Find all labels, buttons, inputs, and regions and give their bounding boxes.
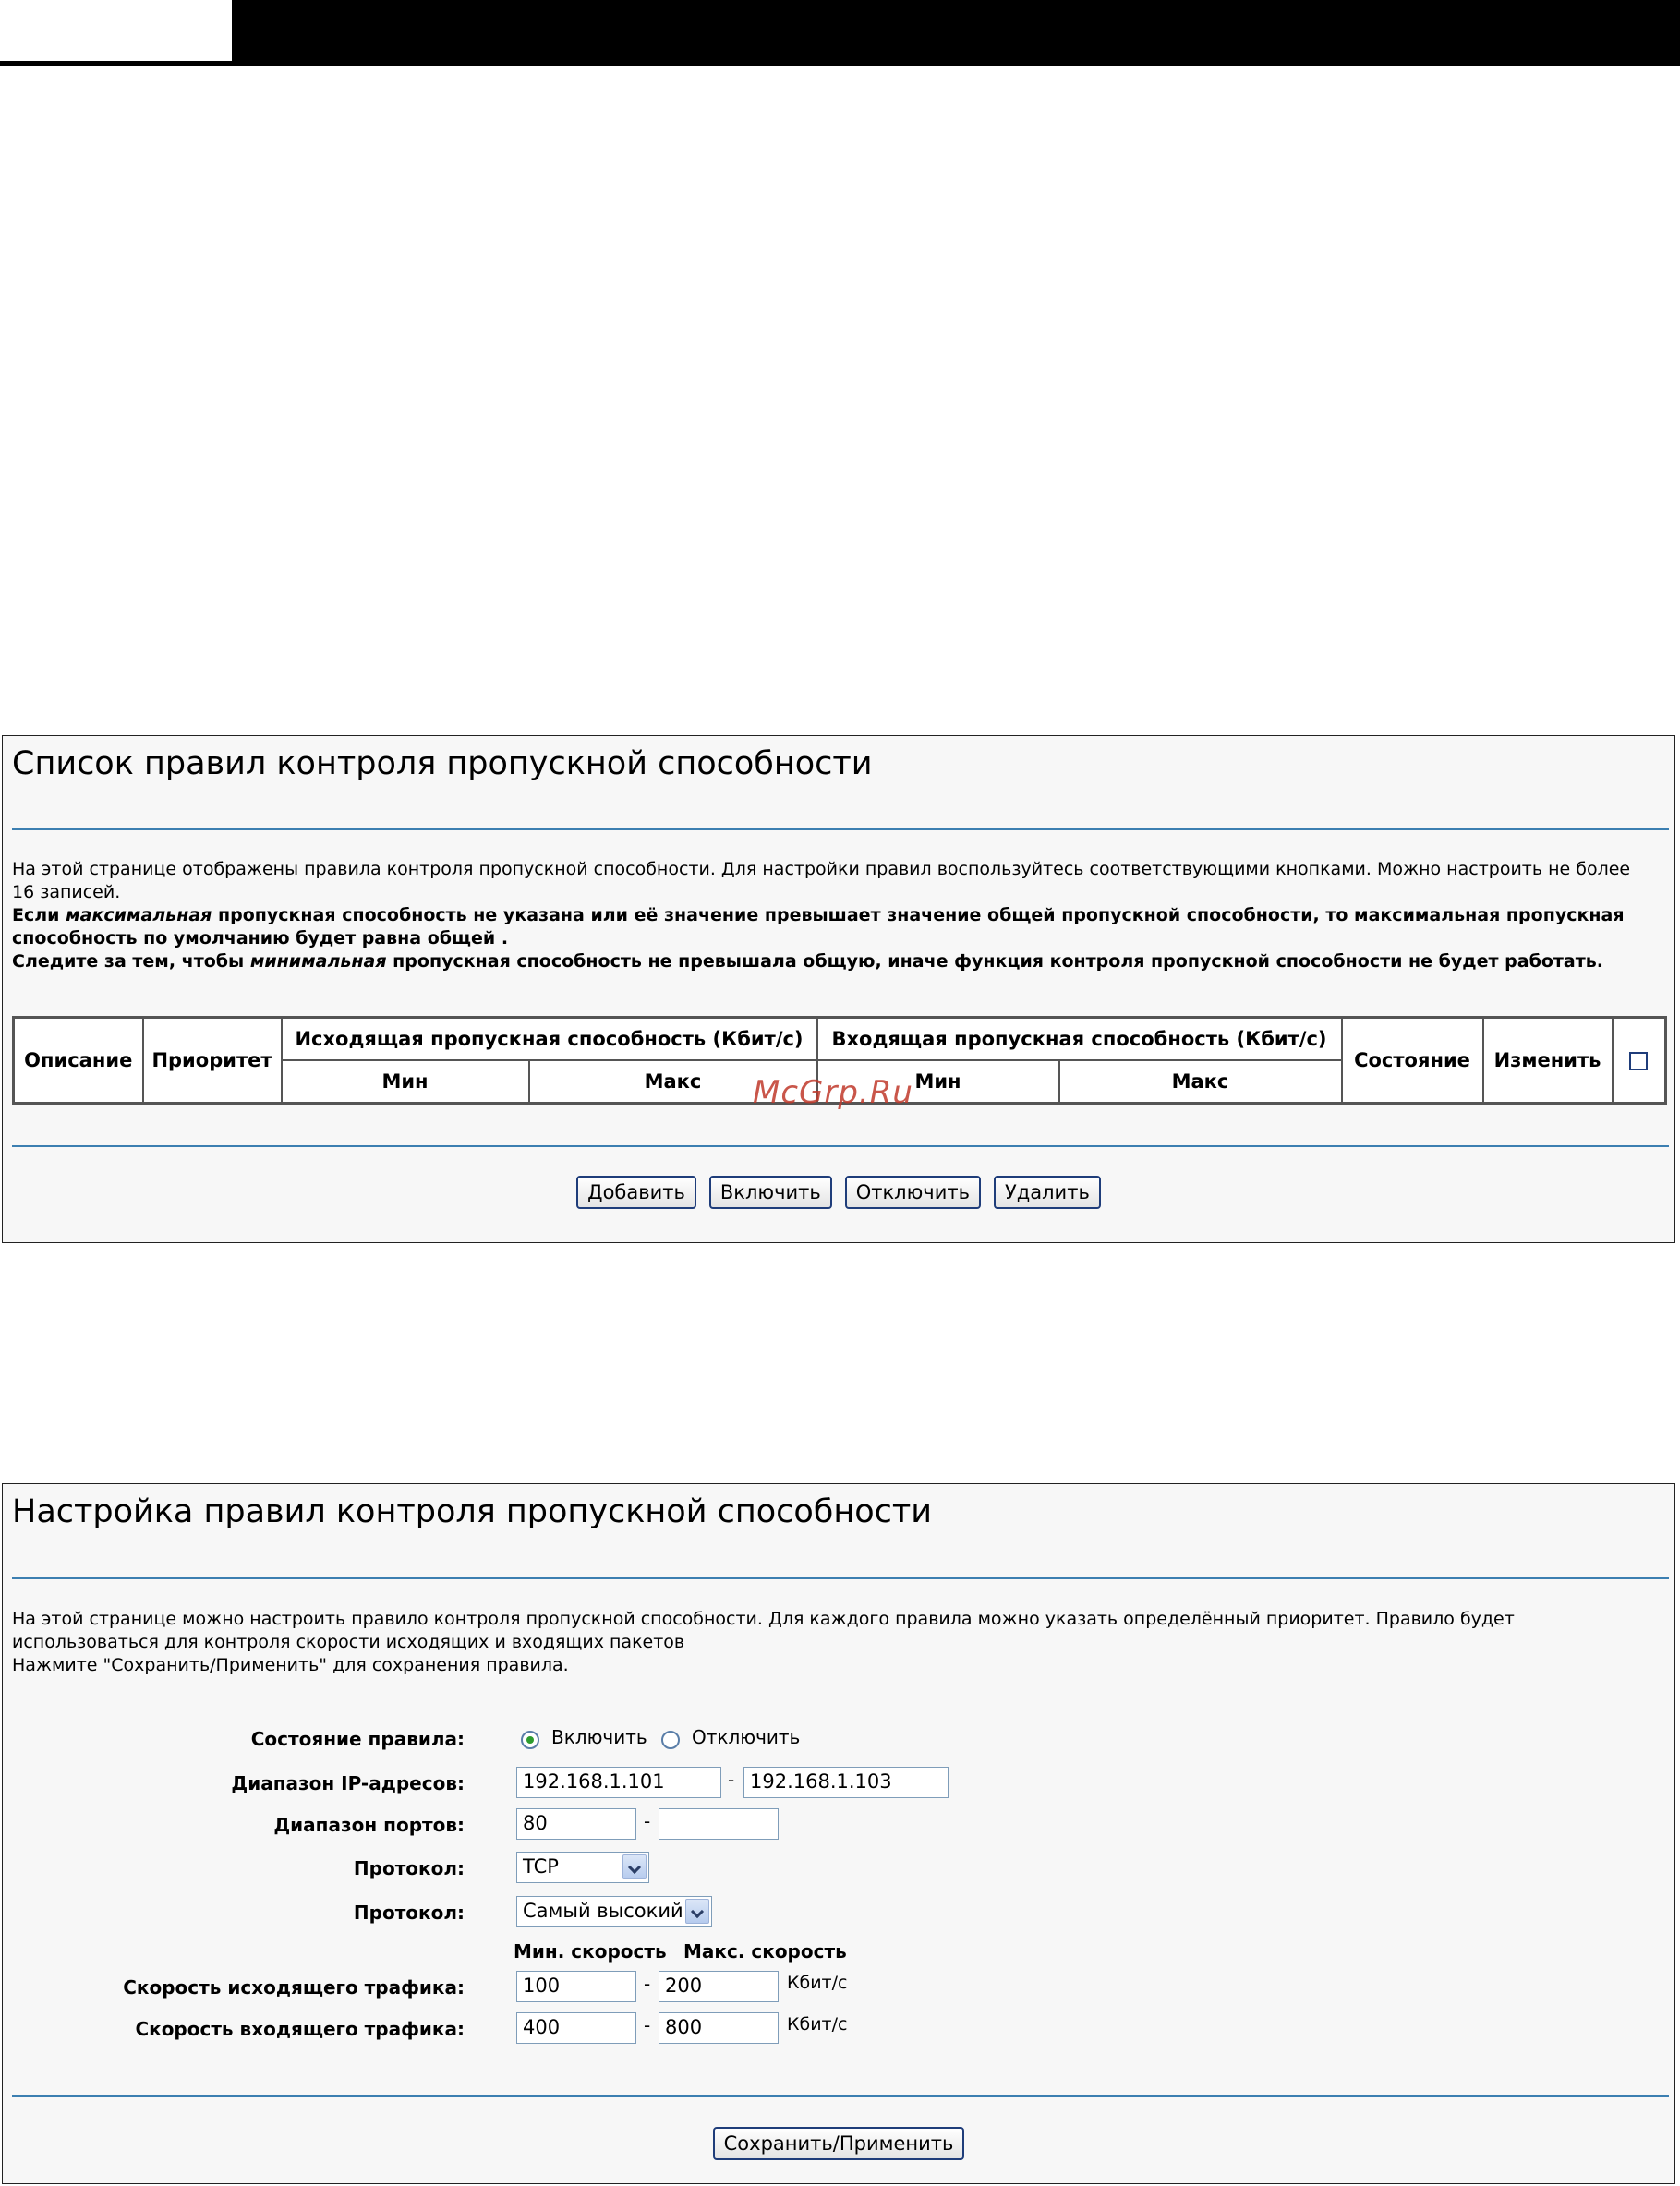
port-start-input[interactable]: 80: [516, 1808, 636, 1840]
priority-select[interactable]: [516, 1896, 712, 1927]
ingress-min-input[interactable]: 400: [516, 2012, 636, 2044]
note-text: пропускная способность не указана или её значение превышает значение общей пропускной способности, то максимальная пропускная способность по умолчанию будет равна общей .: [12, 905, 1625, 948]
rule-disable-radio[interactable]: [661, 1731, 680, 1749]
description-text: На этой странице отображены правила контроля пропускной способности. Для настройки правил воспользуйтесь соответствующими кнопками. Можно настроить не более 16 записей.: [12, 859, 1631, 902]
ip-start-input[interactable]: 192.168.1.101: [516, 1767, 721, 1798]
chevron-down-icon[interactable]: [622, 1854, 647, 1879]
protocol-row: [3, 1852, 1676, 1885]
note-emphasis: максимальная: [66, 905, 212, 925]
priority-select-value: Самый высокий: [523, 1900, 683, 1922]
protocol-select-value: TCP: [523, 1855, 559, 1878]
col-header-description: Описание: [14, 1018, 143, 1104]
egress-max-input[interactable]: 200: [659, 1971, 779, 2002]
enable-button[interactable]: Включить: [709, 1176, 832, 1209]
col-header-egress-min: Мин: [282, 1060, 529, 1104]
note-emphasis: минимальная: [249, 951, 387, 972]
protocol-label: Протокол:: [353, 1857, 465, 1879]
egress-unit: Кбит/с: [787, 1973, 848, 1993]
ip-end-input[interactable]: 192.168.1.103: [743, 1767, 949, 1798]
add-button[interactable]: Добавить: [576, 1176, 696, 1209]
range-dash: -: [728, 1769, 735, 1791]
col-header-egress: Исходящая пропускная способность (Кбит/с): [282, 1018, 817, 1061]
top-bar-tab-cutout: [0, 0, 232, 61]
port-range-row: [3, 1808, 1676, 1842]
note-max-bandwidth: [12, 904, 1656, 950]
egress-min-input[interactable]: 100: [516, 1971, 636, 2002]
priority-label: Протокол:: [353, 1902, 465, 1924]
ingress-unit: Кбит/с: [787, 2014, 848, 2035]
delete-button[interactable]: Удалить: [994, 1176, 1101, 1209]
rule-config-panel: [2, 1483, 1675, 2184]
ingress-rate-label: Скорость входящего трафика:: [135, 2018, 465, 2040]
range-dash: -: [644, 1810, 651, 1832]
divider: [12, 1145, 1669, 1147]
rules-list-panel: [2, 735, 1675, 1243]
range-dash: -: [644, 2014, 651, 2036]
note-min-bandwidth: [12, 950, 1656, 973]
description-block: [12, 858, 1656, 973]
port-range-label: Диапазон портов:: [273, 1814, 465, 1836]
rule-state-row: [3, 1722, 1676, 1756]
description-text: Нажмите "Сохранить/Применить" для сохранения правила.: [12, 1655, 569, 1675]
chevron-down-icon[interactable]: [685, 1899, 709, 1924]
select-all-checkbox[interactable]: [1629, 1052, 1648, 1070]
page-title: Настройка правил контроля пропускной способности: [12, 1493, 933, 1530]
rule-disable-label: Отключить: [692, 1726, 801, 1748]
rule-enable-radio[interactable]: [521, 1731, 539, 1749]
description-text: На этой странице можно настроить правило контроля пропускной способности. Для каждого правила можно указать определённый приоритет. Правило будет использоваться для контроля скорости исходящих и входящих пакетов: [12, 1609, 1515, 1652]
divider: [12, 1577, 1669, 1579]
egress-rate-row: [3, 1971, 1676, 2004]
col-header-ingress-min: Мин: [817, 1060, 1059, 1104]
note-text: Следите за тем, чтобы: [12, 951, 250, 972]
col-header-ingress: Входящая пропускная способность (Кбит/с): [817, 1018, 1342, 1061]
range-dash: -: [644, 1973, 651, 1995]
ip-range-row: [3, 1767, 1676, 1800]
egress-rate-label: Скорость исходящего трафика:: [123, 1976, 465, 1999]
max-rate-header: Макс. скорость: [683, 1940, 847, 1963]
rules-button-row: [3, 1176, 1674, 1209]
divider: [12, 828, 1669, 830]
disable-button[interactable]: Отключить: [845, 1176, 981, 1209]
col-header-select-all: [1613, 1018, 1666, 1104]
save-button-row: [3, 2127, 1674, 2160]
note-text: пропускная способность не превышала общую, иначе функция контроля пропускной способности не будет работать.: [386, 951, 1603, 972]
protocol-select[interactable]: [516, 1852, 649, 1883]
ingress-rate-row: [3, 2012, 1676, 2046]
save-apply-button[interactable]: Сохранить/Применить: [713, 2127, 965, 2160]
divider: [12, 2095, 1669, 2097]
page-title: Список правил контроля пропускной способности: [12, 745, 873, 782]
min-rate-header: Мин. скорость: [514, 1940, 667, 1963]
priority-row: [3, 1896, 1676, 1929]
top-black-bar: [0, 0, 1680, 66]
ingress-max-input[interactable]: 800: [659, 2012, 779, 2044]
col-header-edit: Изменить: [1483, 1018, 1613, 1104]
watermark: McGrp.Ru: [753, 1074, 913, 1111]
rule-enable-label: Включить: [551, 1726, 647, 1748]
col-header-priority: Приоритет: [143, 1018, 282, 1104]
port-end-input[interactable]: [659, 1808, 779, 1840]
col-header-status: Состояние: [1342, 1018, 1483, 1104]
col-header-egress-max: Макс: [529, 1060, 817, 1104]
rule-state-label: Состояние правила:: [250, 1728, 465, 1750]
col-header-ingress-max: Макс: [1059, 1060, 1342, 1104]
description-block: [12, 1608, 1656, 1677]
note-text: Если: [12, 905, 66, 925]
ip-range-label: Диапазон IP-адресов:: [231, 1772, 465, 1794]
